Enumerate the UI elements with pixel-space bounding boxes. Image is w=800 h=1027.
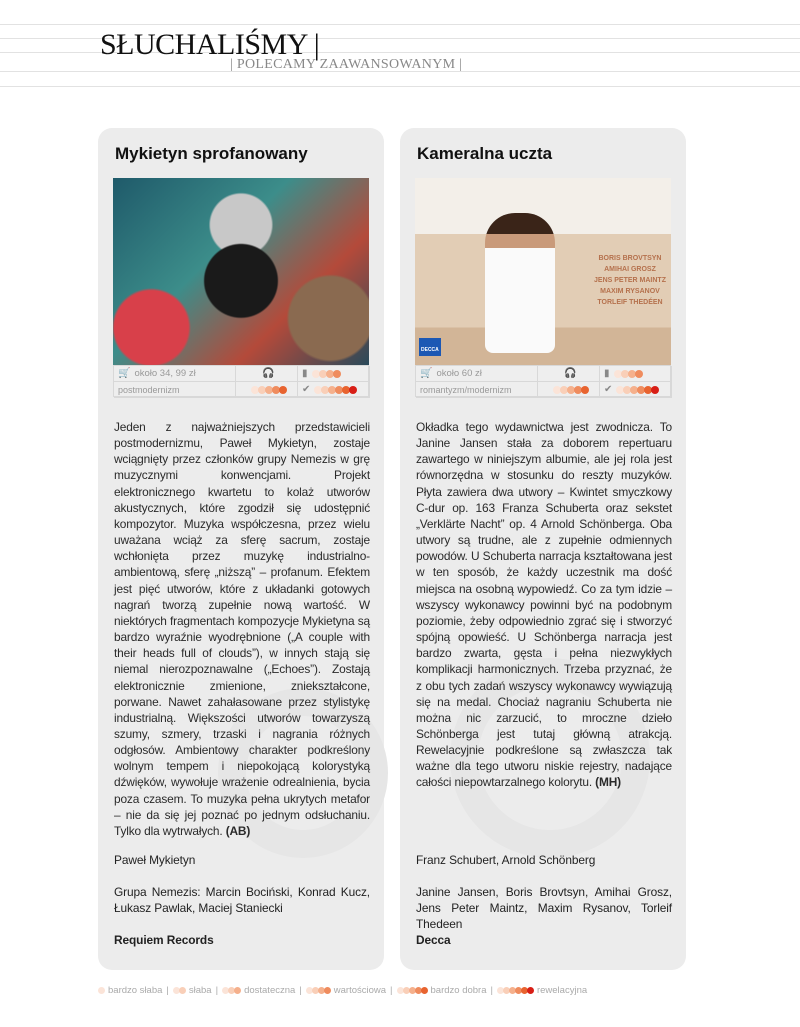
rating-legend — [98, 985, 587, 996]
rating-dot — [349, 386, 357, 394]
composer: Franz Schubert, Arnold Schönberg — [416, 853, 596, 867]
performers: Janine Jansen, Boris Brovtsyn, Amihai Grosz, Jens Peter Maintz, Maxim Rysanov, Torleif Thedeen — [416, 885, 672, 931]
rating-dot — [421, 987, 428, 994]
header-rule — [0, 86, 800, 87]
overall-rating — [616, 386, 658, 394]
rating-strip — [113, 365, 369, 397]
overall-cell — [298, 382, 370, 398]
legend-item: słaba | — [173, 985, 218, 996]
rating-dot — [179, 987, 186, 994]
sound-cell — [538, 382, 600, 398]
legend-item: bardzo dobra | — [397, 985, 493, 996]
legend-item: dostateczna | — [222, 985, 302, 996]
rating-dot — [279, 386, 287, 394]
cart-icon: 🛒 — [420, 368, 433, 379]
review-author: (MH) — [595, 775, 621, 790]
cover-figure — [485, 213, 555, 353]
sound-header — [538, 366, 600, 382]
header-rule — [0, 24, 800, 25]
rating-dot — [581, 386, 589, 394]
section-subtitle: | POLECAMY ZAAWANSOWANYM | — [230, 57, 463, 72]
rating-dot — [651, 386, 659, 394]
rating-dot — [527, 987, 534, 994]
overall-rating — [314, 386, 356, 394]
record-label: Requiem Records — [114, 933, 214, 947]
booklet-rating — [312, 370, 340, 378]
decca-logo: DECCA — [419, 338, 441, 356]
review-body: Okładka tego wydawnictwa jest zwodnicza. To Janine Jansen stała za doborem repertuaru zawartego w niniejszym albumie, ale jej rola jest równorzędna w stosunku do reszty muzyków. Płyta zawiera dwa utwory – Kwintet smyczkowy C-dur op. 163 Franza Schuberta oraz sekstet „Verklärte Nacht” op. 4 Arnold Schönberga. Oba utwory są trudne, ale z zupełnie odmiennych powodów. U Schuberta narracja kształtowana jest w ten sposób, że każdy uczestnik ma dość miejsca na osobną wypowiedź. Co za tym idzie – wszyscy wykonawcy powinni być na podobnym poziomie, żeby odpowiednio zgrać się i stworzyć spójną opowieść. U Schönberga narracja jest bardzo zwarta, gęsta i pełna niezwykłych komplikacji harmonicznych. Trzeba przyznać, że z obu tych zadań wszyscy wykonawcy wywiązują się na medal. Chociaż nagraniu Schuberta nie można nic zarzucić, to mroczne dzieło Schönberga jest tutaj główną atrakcją. Rewelacyjnie podkreślone są zwłaszcza tak ważne dla tego utworu niskie rejestry, nadające całości niepowtarzalnego kolorytu. (MH) — [416, 420, 672, 790]
section-title: SŁUCHALIŚMY | — [100, 28, 320, 61]
review-title: Mykietyn sprofanowany — [115, 144, 308, 163]
rating-dot — [333, 370, 341, 378]
booklet-cell — [600, 366, 672, 382]
headphones-icon: 🎧 — [262, 368, 275, 379]
booklet-icon: ▮ — [604, 368, 610, 379]
booklet-icon: ▮ — [302, 368, 308, 379]
legend-item: bardzo słaba | — [98, 985, 169, 996]
review-card — [98, 128, 384, 970]
sound-rating — [251, 386, 286, 394]
review-body: Jeden z najważniejszych przedstawicieli postmodernizmu, Paweł Mykietyn, zostaje wciągnięty przez członków grupy Nemezis w grę muzycznymi konwencjami. Projekt elektronicznego kwartetu to kolaż utworów akustycznych, które zgodził się udostępnić kompozytor. Muzyka współczesna, przez wielu uważana wciąż za sferę sacrum, zostaje wchłonięta przez muzykę industrialno-ambientową, sferę „niższą” – profanum. Efektem jest pięć utworów, które z układanki gotowych nagrań tworzą zupełnie nową wartość. W niektórych fragmentach kompozycje Mykietyna są bardzo wyraźnie wyodrębnione („A couple with their heads full of clouds”), w innych stają się niemal nierozpoznawalne („Echoes”). Zostają elektronicznie zmienione, zniekształcone, porwane. Nawet zahałasowane przez stylistykę industrialną. Większości utworów towarzyszą szumy, szmery, trzaski i nagrania różnych odgłosów. Ambientowy charakter podkreślony wolnym tempem i niepokojącą kolorystyką dźwięków, wywołuje wrażenie odrealnienia, bycia poza czasem. To muzyka pełna ukrytych metafor – nie da się jej poznać po jednym odsłuchaniu. Tylko dla wytrwałych. (AB) — [114, 420, 370, 838]
booklet-rating — [614, 370, 642, 378]
review-title: Kameralna uczta — [417, 144, 553, 163]
composer: Paweł Mykietyn — [114, 853, 196, 867]
headphones-icon: 🎧 — [564, 368, 577, 379]
review-card — [400, 128, 686, 970]
rating-dot — [324, 987, 331, 994]
cover-credits: BORIS BROVTSYN AMIHAI GROSZ JENS PETER MAINTZ MAXIM RYSANOV TORLEIF THEDÉEN — [594, 255, 666, 306]
rating-dot — [234, 987, 241, 994]
legend-item: rewelacyjna — [497, 985, 587, 996]
check-icon: ✔ — [604, 384, 613, 395]
rating-dot — [98, 987, 105, 994]
album-cover — [415, 178, 671, 365]
sound-rating — [553, 386, 588, 394]
sound-cell — [236, 382, 298, 398]
genre-cell: postmodernizm — [114, 382, 236, 398]
album-cover — [113, 178, 369, 365]
booklet-cell — [298, 366, 370, 382]
performers: Grupa Nemezis: Marcin Bociński, Konrad Kucz, Łukasz Pawlak, Maciej Staniecki — [114, 885, 370, 915]
record-label: Decca — [416, 933, 451, 947]
review-author: (AB) — [225, 823, 251, 838]
cart-icon: 🛒 — [118, 368, 131, 379]
sound-header — [236, 366, 298, 382]
legend-item: wartościowa | — [306, 985, 393, 996]
rating-strip — [415, 365, 671, 397]
rating-dot — [635, 370, 643, 378]
check-icon: ✔ — [302, 384, 311, 395]
genre-cell: romantyzm/modernizm — [416, 382, 538, 398]
overall-cell — [600, 382, 672, 398]
price-cell: 🛒 około 60 zł — [416, 366, 538, 382]
price-cell: 🛒 około 34, 99 zł — [114, 366, 236, 382]
